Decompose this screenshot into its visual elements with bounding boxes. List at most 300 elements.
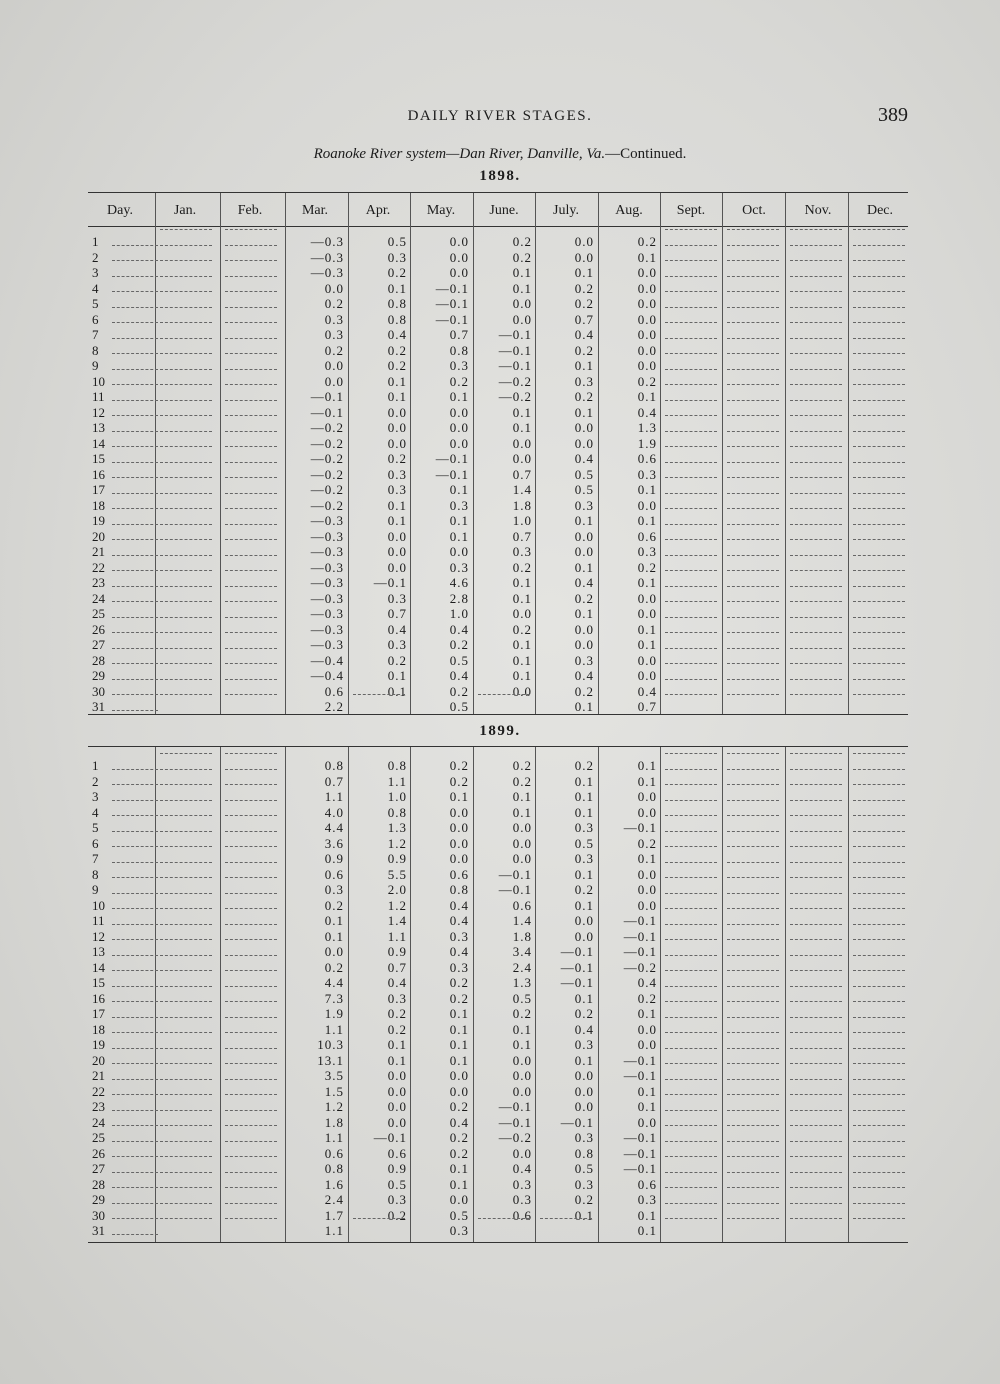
stage-value-june: 0.0: [512, 311, 532, 327]
stage-value-aug: 0.6: [637, 451, 657, 466]
stage-value-mar: —0.4: [310, 668, 344, 683]
stage-value-mar: —0.2: [310, 435, 344, 451]
stage-value-aug: —0.1: [623, 1052, 657, 1068]
column-header-apr: Apr.: [365, 203, 391, 218]
stage-value-mar: —0.3: [310, 637, 344, 652]
column-header-day: Day.: [107, 203, 133, 218]
day-number: 4: [92, 281, 152, 297]
stage-value-may: 0.1: [449, 1161, 469, 1176]
stage-value-apr: 0.8: [387, 804, 407, 820]
stage-value-june: 0.2: [512, 249, 532, 265]
stage-value-may: 0.2: [449, 773, 469, 789]
stage-value-july: 0.2: [574, 1006, 594, 1021]
column-header-feb: Feb.: [237, 203, 263, 218]
stage-value-july: —0.1: [560, 1114, 594, 1130]
stage-value-aug: 0.0: [637, 342, 657, 358]
column-header-may: May.: [426, 203, 456, 218]
stage-value-june: 0.3: [512, 1192, 532, 1207]
stage-value-may: 0.5: [449, 652, 469, 668]
table-row: [88, 374, 908, 390]
day-number: 26: [92, 622, 152, 638]
stage-value-mar: 0.0: [324, 280, 344, 296]
stage-value-aug: 0.0: [637, 1114, 657, 1130]
table-row: [88, 882, 908, 898]
stage-value-july: 0.3: [574, 373, 594, 389]
stage-value-june: —0.1: [498, 358, 532, 373]
table-row: [88, 296, 908, 312]
stage-value-apr: 0.3: [387, 249, 407, 265]
table-row: [88, 250, 908, 266]
day-number: 3: [92, 265, 152, 281]
stage-value-may: 0.5: [449, 1207, 469, 1223]
stage-value-mar: —0.3: [310, 575, 344, 590]
stage-value-june: 0.2: [512, 758, 532, 773]
stage-value-may: 0.0: [449, 435, 469, 451]
stage-value-apr: 0.0: [387, 404, 407, 420]
day-number: 29: [92, 1192, 152, 1208]
table-row: [88, 1177, 908, 1193]
stage-value-aug: 0.0: [637, 358, 657, 373]
stage-value-apr: 1.3: [387, 820, 407, 835]
stage-value-mar: 0.6: [324, 1145, 344, 1161]
stage-value-mar: 0.3: [324, 327, 344, 342]
table-row: [88, 1130, 908, 1146]
stage-value-june: 0.1: [512, 265, 532, 280]
table-row: [88, 653, 908, 669]
stage-value-mar: —0.3: [310, 265, 344, 280]
stage-value-may: 0.4: [449, 897, 469, 913]
stage-value-apr: 0.7: [387, 606, 407, 621]
stage-value-aug: 0.0: [637, 668, 657, 683]
stage-value-june: 0.2: [512, 621, 532, 637]
day-number: 27: [92, 637, 152, 653]
day-number: 28: [92, 653, 152, 669]
stage-value-aug: 0.2: [637, 373, 657, 389]
table-row: [88, 265, 908, 281]
stage-value-july: 0.4: [574, 575, 594, 590]
stage-value-may: 0.5: [449, 699, 469, 714]
day-number: 9: [92, 358, 152, 374]
day-number: 7: [92, 327, 152, 343]
table-row: [88, 1053, 908, 1069]
stage-value-mar: 4.0: [324, 804, 344, 820]
stage-value-june: —0.1: [498, 342, 532, 358]
stage-value-apr: 0.9: [387, 1161, 407, 1176]
day-number: 10: [92, 374, 152, 390]
day-number: 31: [92, 1223, 152, 1239]
stage-value-june: 0.1: [512, 804, 532, 820]
stage-value-apr: 0.9: [387, 944, 407, 959]
stage-value-july: 0.1: [574, 1207, 594, 1223]
stage-value-apr: 1.4: [387, 913, 407, 928]
stage-value-apr: 0.2: [387, 451, 407, 466]
day-number: 18: [92, 498, 152, 514]
stage-value-june: 0.7: [512, 528, 532, 544]
day-number: 21: [92, 1068, 152, 1084]
day-number: 1: [92, 234, 152, 250]
day-number: 19: [92, 513, 152, 529]
stage-value-may: 0.0: [449, 1083, 469, 1099]
stage-value-mar: —0.3: [310, 249, 344, 265]
stage-value-june: 0.0: [512, 1052, 532, 1068]
stage-value-june: 0.1: [512, 789, 532, 804]
stage-value-mar: —0.3: [310, 544, 344, 559]
stage-value-may: 0.0: [449, 404, 469, 420]
stage-value-mar: —0.3: [310, 528, 344, 544]
stage-value-mar: 10.3: [317, 1037, 344, 1052]
stage-value-july: 0.0: [574, 1083, 594, 1099]
table-row: [88, 1099, 908, 1115]
stage-value-mar: —0.3: [310, 606, 344, 621]
table-row: [88, 312, 908, 328]
stage-value-apr: 1.2: [387, 835, 407, 851]
stage-value-aug: 0.2: [637, 234, 657, 249]
table-row: [88, 898, 908, 914]
stage-value-aug: 0.0: [637, 590, 657, 606]
stage-value-may: 0.3: [449, 559, 469, 575]
stage-value-july: 0.1: [574, 789, 594, 804]
table-row: [88, 234, 908, 250]
column-header-mar: Mar.: [301, 203, 329, 218]
stage-value-mar: 0.0: [324, 373, 344, 389]
stage-value-aug: 0.0: [637, 882, 657, 897]
stage-value-july: 0.5: [574, 835, 594, 851]
stage-value-aug: 0.0: [637, 866, 657, 882]
day-number: 13: [92, 944, 152, 960]
stage-value-aug: —0.1: [623, 913, 657, 928]
table-row: [88, 867, 908, 883]
stage-value-may: 0.0: [449, 544, 469, 559]
stage-value-apr: 0.6: [387, 1145, 407, 1161]
day-number: 18: [92, 1022, 152, 1038]
stage-value-apr: 0.2: [387, 652, 407, 668]
stage-value-july: 0.3: [574, 1037, 594, 1052]
stage-value-aug: 1.9: [637, 435, 657, 451]
stage-value-mar: 1.1: [324, 789, 344, 804]
stage-value-aug: 0.0: [637, 280, 657, 296]
stage-value-june: 0.3: [512, 1176, 532, 1192]
stage-value-mar: 1.6: [324, 1176, 344, 1192]
stage-value-june: 0.1: [512, 280, 532, 296]
stage-value-aug: 0.1: [637, 1207, 657, 1223]
stage-value-aug: 0.1: [637, 513, 657, 528]
stage-value-apr: 0.1: [387, 513, 407, 528]
stage-value-apr: 0.4: [387, 327, 407, 342]
stage-value-july: —0.1: [560, 944, 594, 959]
stage-value-june: 1.0: [512, 513, 532, 528]
stage-value-may: 0.6: [449, 866, 469, 882]
day-number: 31: [92, 699, 152, 715]
stage-value-mar: 0.6: [324, 866, 344, 882]
stage-value-may: 0.0: [449, 265, 469, 280]
stage-value-may: 0.4: [449, 1114, 469, 1130]
column-header-jan: Jan.: [173, 203, 197, 218]
table-row: [88, 637, 908, 653]
stage-value-apr: 0.3: [387, 637, 407, 652]
table-row: [88, 1115, 908, 1131]
stage-value-july: 0.0: [574, 1068, 594, 1083]
table-row: [88, 436, 908, 452]
stage-value-july: 0.5: [574, 466, 594, 482]
stage-value-apr: —0.1: [373, 1130, 407, 1145]
stage-value-may: 0.4: [449, 944, 469, 959]
stage-value-may: 0.1: [449, 482, 469, 497]
stage-value-june: 1.4: [512, 482, 532, 497]
stage-value-may: 0.8: [449, 342, 469, 358]
stage-value-mar: 4.4: [324, 975, 344, 990]
table-row: [88, 1161, 908, 1177]
stage-value-mar: 0.3: [324, 311, 344, 327]
stage-value-june: 0.2: [512, 559, 532, 575]
stage-value-june: 0.0: [512, 683, 532, 699]
stage-value-july: 0.1: [574, 559, 594, 575]
stage-value-mar: —0.3: [310, 234, 344, 249]
stage-value-apr: 0.9: [387, 851, 407, 866]
stage-value-may: 0.2: [449, 637, 469, 652]
stage-value-may: 0.0: [449, 1192, 469, 1207]
stage-value-july: 0.0: [574, 637, 594, 652]
stage-value-july: 0.0: [574, 913, 594, 928]
day-number: 16: [92, 991, 152, 1007]
stage-value-may: 0.3: [449, 959, 469, 975]
stage-value-may: 0.2: [449, 683, 469, 699]
day-number: 9: [92, 882, 152, 898]
stage-value-june: 0.0: [512, 820, 532, 835]
stage-value-aug: 0.1: [637, 637, 657, 652]
stage-value-aug: 0.0: [637, 804, 657, 820]
stage-value-mar: —0.2: [310, 451, 344, 466]
day-number: 3: [92, 789, 152, 805]
bottom-rule: [88, 1242, 908, 1243]
table-row: [88, 513, 908, 529]
stage-value-june: 3.4: [512, 944, 532, 959]
stage-value-july: 0.1: [574, 990, 594, 1006]
stage-value-apr: 0.8: [387, 296, 407, 311]
table-row: [88, 606, 908, 622]
stage-value-mar: 0.2: [324, 959, 344, 975]
stage-value-aug: 0.1: [637, 575, 657, 590]
day-number: 8: [92, 343, 152, 359]
stage-value-aug: 0.4: [637, 975, 657, 990]
stage-value-apr: 0.2: [387, 358, 407, 373]
stage-value-mar: —0.3: [310, 621, 344, 637]
stage-value-july: 0.1: [574, 606, 594, 621]
day-number: 21: [92, 544, 152, 560]
day-number: 29: [92, 668, 152, 684]
stage-value-may: 1.0: [449, 606, 469, 621]
day-number: 26: [92, 1146, 152, 1162]
stage-value-june: 0.6: [512, 1207, 532, 1223]
stage-value-aug: 0.1: [637, 851, 657, 866]
stage-value-mar: 1.8: [324, 1114, 344, 1130]
stage-value-aug: 0.0: [637, 296, 657, 311]
stage-value-may: 0.2: [449, 975, 469, 990]
stage-value-may: —0.1: [435, 466, 469, 482]
day-number: 5: [92, 820, 152, 836]
stage-value-june: 0.0: [512, 451, 532, 466]
day-number: 14: [92, 436, 152, 452]
stage-value-apr: 0.1: [387, 1052, 407, 1068]
stage-value-june: —0.2: [498, 1130, 532, 1145]
stage-value-apr: 0.0: [387, 528, 407, 544]
stage-value-may: —0.1: [435, 451, 469, 466]
stage-value-apr: 0.8: [387, 758, 407, 773]
stage-value-july: 0.0: [574, 528, 594, 544]
stage-value-apr: 0.2: [387, 342, 407, 358]
table-row: [88, 1022, 908, 1038]
day-number: 30: [92, 1208, 152, 1224]
day-number: 5: [92, 296, 152, 312]
stage-value-july: 0.2: [574, 342, 594, 358]
stage-value-may: 0.3: [449, 1223, 469, 1238]
day-number: 23: [92, 575, 152, 591]
stage-value-july: 0.1: [574, 513, 594, 528]
stage-value-mar: 1.9: [324, 1006, 344, 1021]
stage-value-mar: 0.8: [324, 758, 344, 773]
stage-value-apr: 0.0: [387, 1114, 407, 1130]
table-row: [88, 944, 908, 960]
day-number: 8: [92, 867, 152, 883]
stage-value-mar: —0.3: [310, 590, 344, 606]
stage-value-july: 0.0: [574, 435, 594, 451]
stage-value-mar: 0.7: [324, 773, 344, 789]
table-row: [88, 281, 908, 297]
table-row: [88, 805, 908, 821]
day-number: 7: [92, 851, 152, 867]
stage-value-aug: 0.0: [637, 311, 657, 327]
stage-value-may: 0.1: [449, 528, 469, 544]
table-row: [88, 529, 908, 545]
stage-value-may: 0.3: [449, 497, 469, 513]
stage-value-mar: 0.2: [324, 342, 344, 358]
stage-value-june: 0.6: [512, 897, 532, 913]
column-header-june: June.: [489, 203, 519, 218]
stage-value-aug: 0.3: [637, 1192, 657, 1207]
stage-value-july: 0.2: [574, 1192, 594, 1207]
stage-value-july: 0.3: [574, 1176, 594, 1192]
stage-value-aug: 0.1: [637, 389, 657, 404]
table-row: [88, 836, 908, 852]
stage-value-july: 0.2: [574, 683, 594, 699]
table-row: [88, 1146, 908, 1162]
stage-value-july: 0.3: [574, 1130, 594, 1145]
year-separator-rule: [88, 714, 908, 715]
table-row: [88, 1068, 908, 1084]
stage-value-july: 0.3: [574, 652, 594, 668]
stage-value-aug: 0.3: [637, 544, 657, 559]
stage-value-aug: 0.1: [637, 621, 657, 637]
day-number: 17: [92, 1006, 152, 1022]
stage-value-mar: —0.1: [310, 389, 344, 404]
stage-value-june: 0.1: [512, 404, 532, 420]
day-number: 13: [92, 420, 152, 436]
stage-value-may: 0.2: [449, 758, 469, 773]
stage-value-mar: —0.2: [310, 482, 344, 497]
table-row: [88, 1208, 908, 1224]
stage-value-mar: —0.3: [310, 513, 344, 528]
stage-value-june: 1.4: [512, 913, 532, 928]
stage-value-may: 0.1: [449, 1176, 469, 1192]
stage-value-june: 0.1: [512, 1037, 532, 1052]
stage-value-may: 0.3: [449, 928, 469, 944]
stage-value-july: 0.1: [574, 1052, 594, 1068]
stage-value-mar: 1.7: [324, 1207, 344, 1223]
stage-value-mar: 1.1: [324, 1021, 344, 1037]
stage-value-june: —0.1: [498, 1114, 532, 1130]
stage-value-may: 0.2: [449, 1145, 469, 1161]
stage-value-june: 0.0: [512, 1068, 532, 1083]
stage-value-july: 0.2: [574, 389, 594, 404]
stage-value-apr: 0.0: [387, 1099, 407, 1114]
stage-value-aug: 1.3: [637, 420, 657, 435]
table-row: [88, 343, 908, 359]
stage-value-mar: 2.2: [324, 699, 344, 714]
stage-value-may: 0.0: [449, 804, 469, 820]
stage-value-june: 0.1: [512, 637, 532, 652]
stage-value-mar: 1.1: [324, 1130, 344, 1145]
stage-value-aug: 0.4: [637, 683, 657, 699]
day-number: 19: [92, 1037, 152, 1053]
stage-value-july: 0.7: [574, 311, 594, 327]
table-row: [88, 929, 908, 945]
table-row: [88, 405, 908, 421]
stage-value-june: —0.1: [498, 882, 532, 897]
stage-value-may: 0.1: [449, 1021, 469, 1037]
stage-value-aug: 0.0: [637, 265, 657, 280]
stage-value-may: —0.1: [435, 311, 469, 327]
stage-value-june: 0.1: [512, 668, 532, 683]
year-heading-1898: 1898.: [479, 168, 521, 184]
stage-value-mar: 1.1: [324, 1223, 344, 1238]
stage-value-june: 0.1: [512, 1021, 532, 1037]
stage-value-july: 0.0: [574, 234, 594, 249]
day-number: 22: [92, 560, 152, 576]
day-number: 24: [92, 591, 152, 607]
stage-value-mar: 0.3: [324, 882, 344, 897]
stage-value-aug: 0.1: [637, 758, 657, 773]
stage-value-july: 0.0: [574, 420, 594, 435]
stage-value-may: 0.8: [449, 882, 469, 897]
stage-value-july: 0.1: [574, 699, 594, 714]
stage-value-apr: 1.2: [387, 897, 407, 913]
table-row: [88, 851, 908, 867]
stage-value-may: 0.1: [449, 1052, 469, 1068]
day-number: 15: [92, 975, 152, 991]
year-heading-1899: 1899.: [479, 723, 521, 739]
stage-value-july: 0.3: [574, 820, 594, 835]
table-row: [88, 975, 908, 991]
stage-value-apr: 0.4: [387, 975, 407, 990]
stage-value-may: 0.2: [449, 990, 469, 1006]
stage-value-mar: —0.2: [310, 466, 344, 482]
stage-value-july: 0.0: [574, 928, 594, 944]
stage-value-aug: 0.0: [637, 1037, 657, 1052]
day-number: 25: [92, 1130, 152, 1146]
caption-suffix: —Continued.: [605, 146, 687, 162]
stage-value-apr: 0.2: [387, 1207, 407, 1223]
stage-value-mar: 3.5: [324, 1068, 344, 1083]
stage-value-july: —0.1: [560, 959, 594, 975]
day-number: 11: [92, 389, 152, 405]
stage-value-apr: 0.5: [387, 1176, 407, 1192]
day-number: 14: [92, 960, 152, 976]
stage-value-aug: 0.6: [637, 528, 657, 544]
stage-value-mar: 13.1: [317, 1052, 344, 1068]
column-header-nov: Nov.: [804, 203, 832, 218]
stage-value-mar: 0.8: [324, 1161, 344, 1176]
stage-value-apr: 1.1: [387, 773, 407, 789]
stage-value-may: 0.4: [449, 621, 469, 637]
